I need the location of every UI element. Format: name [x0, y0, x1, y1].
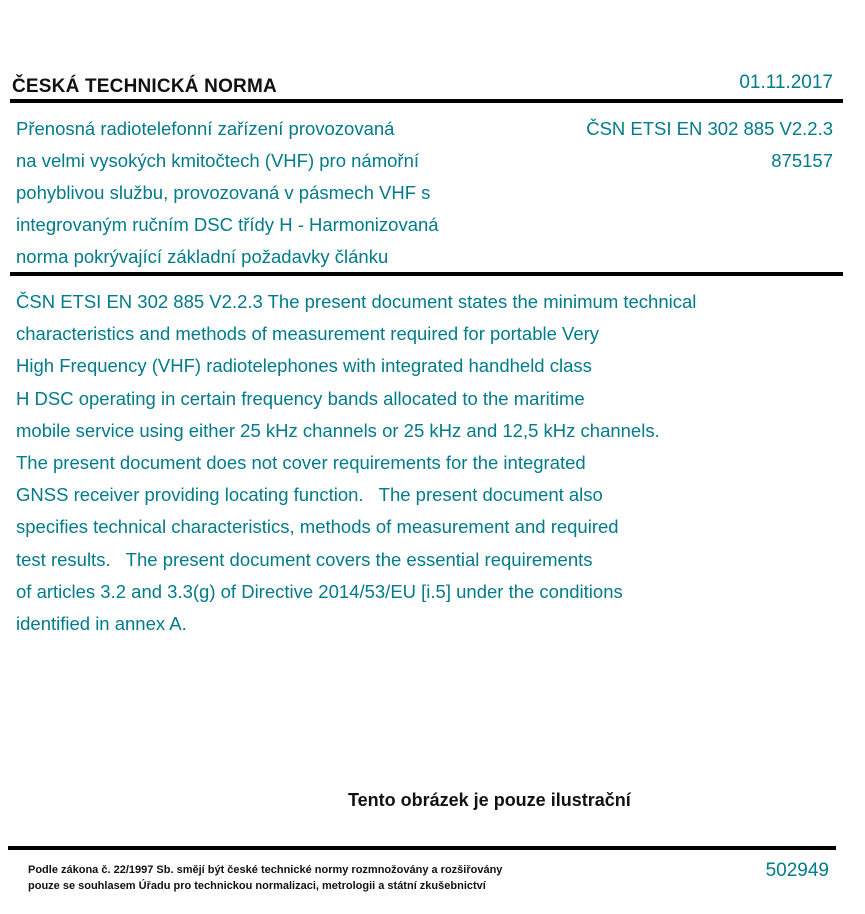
title-line: Přenosná radiotelefonní zařízení provozovaná	[16, 118, 395, 139]
abstract-line: The present document does not cover requirements for the integrated	[16, 452, 586, 474]
class-number: 875157	[771, 150, 833, 171]
legal-line: Podle zákona č. 22/1997 Sb. smějí být české technické normy rozmnožovány a rozšiřovány	[28, 864, 503, 876]
illustration-note: Tento obrázek je pouze ilustrační	[348, 790, 631, 810]
legal-notice	[28, 862, 502, 894]
middle-rule	[10, 272, 843, 276]
abstract-line: mobile service using either 25 kHz channels or 25 kHz and 12,5 kHz channels.	[16, 419, 660, 441]
bottom-rule	[8, 846, 836, 850]
abstract-line: identified in annex A.	[16, 613, 187, 635]
abstract-line: High Frequency (VHF) radiotelephones with integrated handheld class	[16, 355, 592, 377]
abstract-line: ČSN ETSI EN 302 885 V2.2.3 The present document states the minimum technical	[16, 291, 697, 312]
catalog-number: 502949	[765, 860, 829, 881]
abstract-line: H DSC operating in certain frequency bands allocated to the maritime	[16, 387, 585, 409]
title-line: norma pokrývající základní požadavky článku	[16, 246, 389, 267]
title-line: integrovaným ručním DSC třídy H - Harmonizovaná	[16, 214, 439, 235]
abstract-line: of articles 3.2 and 3.3(g) of Directive 2014/53/EU [i.5] under the conditions	[16, 580, 623, 602]
standard-codes	[586, 113, 833, 177]
abstract-line: test results. The present document covers the essential requirements	[16, 548, 593, 570]
title-line: pohyblivou službu, provozovaná v pásmech VHF s	[16, 182, 431, 203]
title-line: na velmi vysokých kmitočtech (VHF) pro námořní	[16, 150, 420, 171]
abstract-line: characteristics and methods of measurement required for portable Very	[16, 323, 600, 345]
legal-line: pouze se souhlasem Úřadu pro technickou normalizaci, metrologii a státní zkušebnictví	[28, 880, 486, 892]
abstract-line: GNSS receiver providing locating function. The present document also	[16, 484, 603, 506]
top-rule	[10, 99, 843, 103]
issue-date: 01.11.2017	[739, 72, 833, 93]
norma-title: ČESKÁ TECHNICKÁ NORMA	[12, 76, 277, 97]
abstract	[16, 286, 836, 640]
standard-title	[16, 113, 526, 273]
standard-id: ČSN ETSI EN 302 885 V2.2.3	[586, 118, 833, 139]
abstract-line: specifies technical characteristics, methods of measurement and required	[16, 516, 619, 538]
